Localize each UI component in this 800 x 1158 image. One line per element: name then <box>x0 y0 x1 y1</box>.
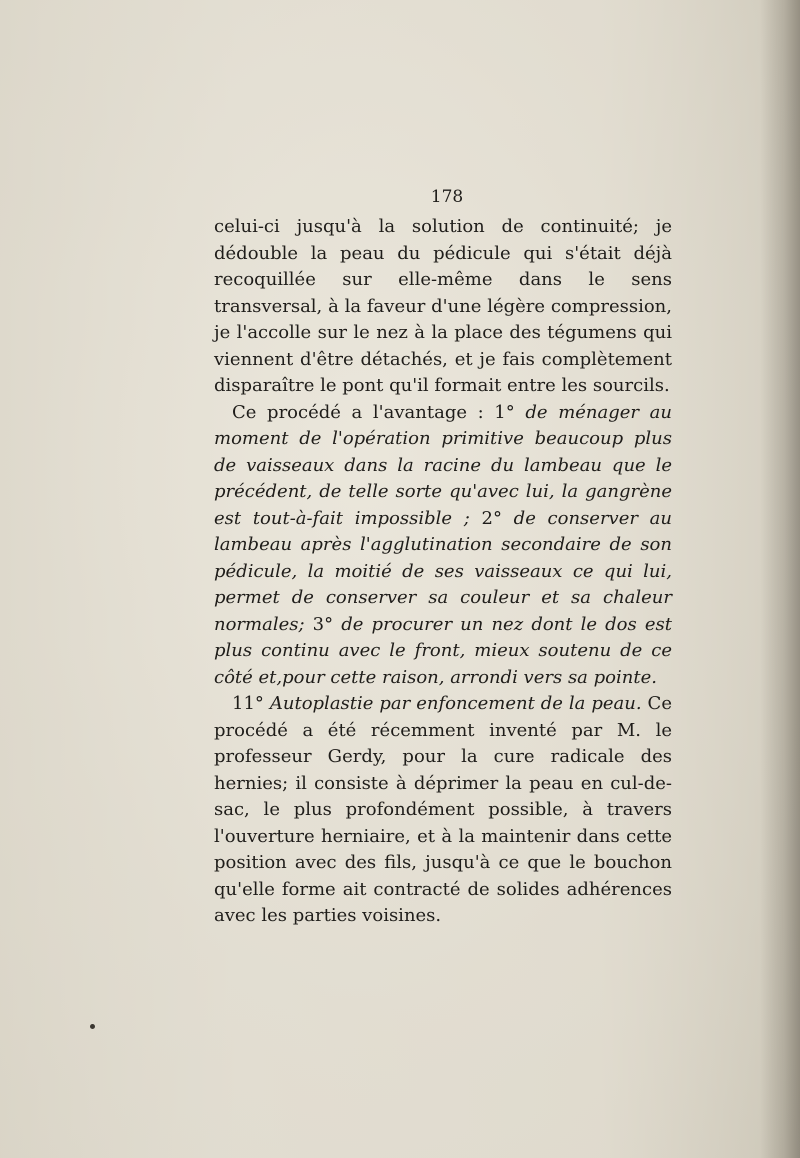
autoplastie-body-text: Ce procédé a été récemment inventé par M. le professeur Gerdy, pour la cure radicale des hernies; il consiste à déprimer la peau en cul-de-sac, le plus profondément possible, à travers l'ouverture herniaire, et à la maintenir dans cette position avec des fils, jusqu'à ce que le bouchon qu'elle forme ait contracté de solides adhérences avec les parties voisines. <box>214 693 672 926</box>
avantage-intro-text: Ce procédé a l'avantage : 1° <box>232 401 526 423</box>
autoplastie-heading: Autoplastie par enfoncement de la peau. <box>269 693 642 714</box>
paragraph-autoplastie <box>214 691 672 930</box>
ink-speck <box>90 1024 95 1029</box>
autoplastie-numeral: 11° <box>232 693 270 714</box>
page-gutter-shadow <box>760 0 800 1158</box>
avantage-point-3-text: de procurer un nez dont le dos est plus continu avec le front, mieux soutenu de ce côté et,pour cette raison, arrondi vers sa pointe. <box>214 613 672 688</box>
page-text-block <box>214 186 672 930</box>
paragraph-continuation-text: celui-ci jusqu'à la solution de continuité; je dédouble la peau du pédicule qui s'était déjà recoquillée sur elle-même dans le sens transversal, à la faveur d'une légère compression, je l'accolle sur le nez à la place des tégumens qui viennent d'être détachés, et je fais complètement disparaître le pont qu'il formait entre les sourcils. <box>214 216 672 396</box>
avantage-point-1-text: de ménager au moment de l'opération primitive beaucoup plus de vaisseaux dans la racine du lambeau que le précédent, de telle sorte qu'avec lui, la gangrène est tout-à-fait impossible ; <box>214 401 672 529</box>
paragraph-procede-avantage <box>214 400 672 692</box>
paragraph-continuation <box>214 214 672 400</box>
avantage-point-2-text: de conserver au lambeau après l'agglutination secondaire de son pédicule, la moitié de ses vaisseaux ce qui lui, permet de conserver sa couleur et sa chaleur normales; <box>214 507 672 635</box>
avantage-numeral-2: 2° <box>469 507 514 529</box>
avantage-numeral-3: 3° <box>304 613 342 635</box>
page-number: 178 <box>430 187 464 207</box>
